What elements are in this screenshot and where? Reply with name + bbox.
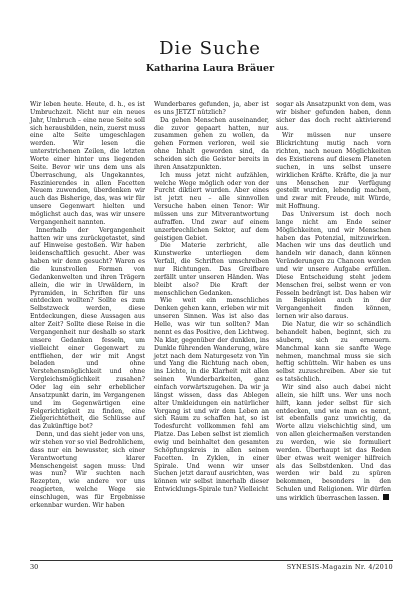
text-column-2 [154,101,269,494]
article-title: Die Suche [159,38,261,59]
paragraph: Wunderbares gefunden, ja, aber ist es uns JETZT nützlich? [154,101,269,116]
paragraph: Wir leben heute. Heute, d. h., es ist Umbruchzeit. Nicht nur ein neues Jahr, Umbruch – eine neue Seite soll sich herausbilden, nein, zuerst muss eine alte Seite umgeschlagen werden. Wir lesen die unterstrichenen Zeilen, die letzten Worte einer hinter uns liegenden Seite. Bevor wir uns dem uns als Überraschung, als Ungekanntes, Faszinierendes in allen Facetten Neuem zuwenden, überdenken wir auch das Bisherige, das, was wir für unsere Gegenwart hielten und möglichst auch das, was wir unsere Vergangenheit nannten. [30,101,145,226]
magazine-issue: SYNESIS-Magazin Nr. 4/2010 [286,563,393,571]
paragraph: Denn, und das sieht jeder von uns, wir stehen vor so viel Bedrohlichem, dass nur ein bewusster, sich einer Verantwortung klarer Menschengeist sagen muss: Und was nun? Wir suchten nach Rezepten, wie andere vor uns reagierten, welche Wege sie einschlugen, was für Ergebnisse erkennbar wurden. Wir haben [30,431,145,509]
text-column-3 [276,101,391,503]
paragraph: Das Universum ist doch noch lange nicht am Ende seiner Möglichkeiten, und wir Menschen haben das Potenzial, mitzuwirken. Machen wir uns das deutlich und handeln wir danach, dann können Veränderungen zu Chancen werden und wir unsere Aufgabe erfüllen. Diese Entscheidung steht jedem Menschen frei, selbst wenn er von Fesseln bedrängt ist. Das haben wir in Beispielen auch in der Vergangenheit finden können, lernen wir also daraus. [276,211,391,321]
footer-rule [30,560,393,561]
text-column-1 [30,101,145,510]
paragraph: Die Natur, die wir so schändlich behandelt haben, beginnt, sich zu säubern, sich zu erneuern. Manchmal kann sie sanfte Wege nehmen, manchmal muss sie sich heftig schütteln. Wir haben es uns selbst zuzuschreiben. Aber sie tut es tatsächlich. [276,321,391,384]
paragraph: Ich muss jetzt nicht aufzählen, welche Wege möglich oder von der Furcht diktiert wurden. Aber eines ist jetzt neu – alle sinnvollen Versuche haben einen Tenor: Wir müssen uns zur Mitverantwortung aufraffen. Und zwar auf einem unzerbrechlichen Sektor, auf dem geistigen Gebiet. [154,171,269,242]
paragraph: Innerhalb der Vergangenheit hatten wir uns zurückgetastet, sind auf Hinweise gestoßen. Wir haben leidenschaftlich gesucht. Aber was haben wir denn gesucht? Waren es die kunstvollen Formen von Gedankenwelten und ihren Trägern allein, die wir in Urwäldern, in Pyramiden, in Schriften für uns entdecken wollten? Sollte es zum Selbstzweck werden, diese Entdeckungen, diese Aussagen aus alter Zeit? Sollte diese Reise in die Vergangenheit nur deshalb so stark unsere Gedanken fesseln, um vielleicht einer Gegenwart zu entfliehen, der wir mit Angst beladen und ohne Verstehensmöglichkeit und ohne Vergleichsmöglichkeit zusahen? Oder lag ein sehr erheblicher Ansatzpunkt darin, im Vergangenen und im Gegenwärtigen eine Folgerichtigkeit zu finden, eine Zielgerichtetheit, die Schlüsse auf das Zukünftige bot? [30,226,145,431]
paragraph: Da gehen Menschen auseinander, die zuvor gepaart hatten, nur zusammen gehen zu wollen, da gehen Formen verloren, weil sie ohne Inhalt geworden sind, da scheiden sich die Geister bereits in ihren Ansatzpunkten. [154,116,269,171]
paragraph-text: Wir sind also auch dabei nicht allein, sie hilft uns. Wer uns noch hilft, kann jeder selbst für sich entdecken, und wie man es nennt, ist ebenfalls ganz unwichtig, da Worte allzu vielschichtig sind, um von allen gleichermaßen verstanden zu werden, wie sie formuliert werden. Überhaupt ist das Reden über etwas weit weniger hilfreich als das Selbstdenken. Und das werden wir bald zu spüren bekommen, besonders in den Schulen und Religionen. Wir dürfen uns wirklich überraschen lassen. [276,383,391,502]
paragraph: Wie weit ein menschliches Denken gehen kann, erleben wir mit unseren Sinnen. Was ist also das Helle, was wir tun sollten? Man nennt es das Positive, den Lichtweg. Na klar, gegenüber der dunklen, ins Dunkle führenden Wanderung, wäre jetzt nach dem Naturgesetz von Yin und Yang die Richtung nach oben, ins Lichte, in die Klarheit mit allen seinen Wunderbarkeiten, ganz einfach vorwärtszugehen. Da wir ja längst wissen, dass das Ablegen alter Umkleidungen ein natürlicher Vorgang ist und wir dem Leben an sich Raum zu schaffen hat, so ist Todesfurcht vollkommen fehl am Platze. Das Leben selbst ist ziemlich ewig und beinhaltet den gesamten Schöpfungskreis in allen seinen Facetten. In Zyklen, in einer Spirale. Und wenn wir unser Suchen jetzt darauf ausrichten, was können wir selbst innerhalb dieser Entwicklungs-Spirale tun? Vielleicht [154,297,269,494]
paragraph: sogar als Ansatzpunkt von dem, was wir bisher gefunden haben, denn sicher das doch recht aktivierend aus. [276,101,391,132]
end-of-article-mark [383,494,389,500]
paragraph: Wir müssen nur unsere Blickrichtung mutig nach vorn richten, nach neuen Möglichkeiten des Existierens auf diesem Planeten suchen, in uns selbst unsere wirklichen Kräfte. Kräfte, die ja nur uns Menschen zur Verfügung gestellt wurden, lebendig machen, und zwar mit Freude, mit Würde, mit Hoffnung. [276,132,391,211]
page-number: 30 [30,563,39,571]
article-author: Katharina Laura Bräuer [145,63,275,74]
last-paragraph [276,384,391,503]
paragraph: Die Materie zerbricht, alle Kunstwerke unterliegen dem Verfall, die Schriften umschreiben nur Richtungen. Das Greifbare zerfällt unter unseren Händen. Was bleibt also? Die Kraft der menschlichen Gedanken. [154,242,269,297]
